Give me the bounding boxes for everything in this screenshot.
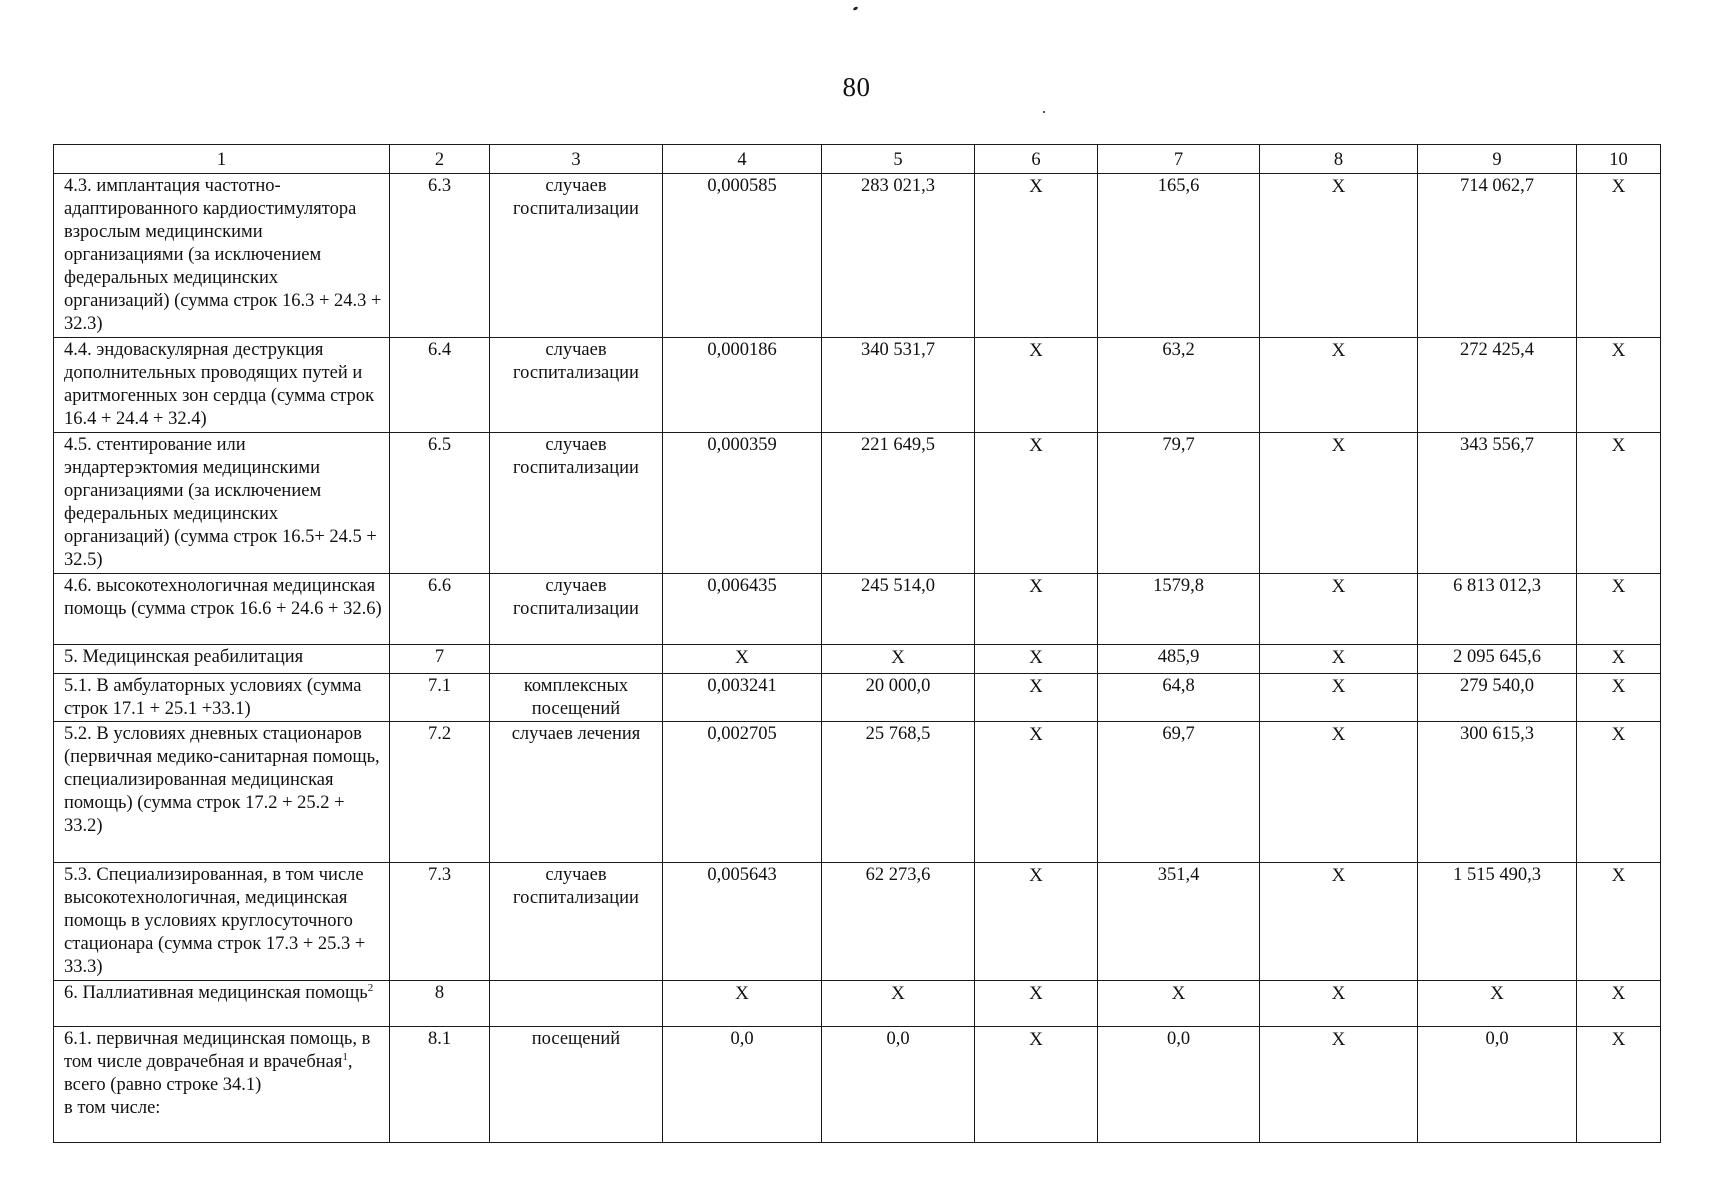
cell-col7: 69,7 — [1098, 722, 1260, 863]
column-number: 9 — [1418, 145, 1577, 174]
table-row — [54, 981, 1661, 1027]
row-unit: случаев госпитализации — [490, 174, 663, 338]
cell-col5: 25 768,5 — [822, 722, 975, 863]
cell-col9: 1 515 490,3 — [1418, 863, 1577, 981]
cell-col6: X — [975, 1027, 1098, 1143]
cell-col8: X — [1260, 1027, 1418, 1143]
column-number: 1 — [54, 145, 390, 174]
cell-col9: 343 556,7 — [1418, 433, 1577, 574]
cell-col9: 279 540,0 — [1418, 674, 1577, 722]
cell-col6: X — [975, 433, 1098, 574]
row-label: 4.3. имплантация частотно-адаптированного кардиостимулятора взрослым медицинскими организациями (за исключением федеральных медицинских организаций) (сумма строк 16.3 + 24.3 + 32.3) — [54, 174, 390, 338]
column-number: 5 — [822, 145, 975, 174]
cell-col10: X — [1577, 645, 1661, 674]
cell-col9: X — [1418, 981, 1577, 1027]
table-row — [54, 645, 1661, 674]
cell-col5: 0,0 — [822, 1027, 975, 1143]
cell-col5: X — [822, 645, 975, 674]
row-label: 4.6. высокотехнологичная медицинская помощь (сумма строк 16.6 + 24.6 + 32.6) — [54, 574, 390, 645]
cell-col4: 0,000186 — [663, 338, 822, 433]
cell-col5: 20 000,0 — [822, 674, 975, 722]
cell-col7: 79,7 — [1098, 433, 1260, 574]
column-number: 4 — [663, 145, 822, 174]
cell-col7: X — [1098, 981, 1260, 1027]
cell-col9: 6 813 012,3 — [1418, 574, 1577, 645]
cell-col6: X — [975, 174, 1098, 338]
row-label-text: 6. Паллиативная медицинская помощь — [64, 983, 368, 1003]
row-line-number: 8.1 — [390, 1027, 490, 1143]
row-label-text: 6.1. первичная медицинская помощь, в том числе доврачебная и врачебная — [64, 1029, 371, 1072]
cell-col4: 0,003241 — [663, 674, 822, 722]
row-unit: посещений — [490, 1027, 663, 1143]
cell-col6: X — [975, 863, 1098, 981]
cell-col7: 63,2 — [1098, 338, 1260, 433]
cell-col6: X — [975, 574, 1098, 645]
row-label-text: , всего (равно строке 34.1) — [64, 1052, 353, 1095]
column-number-row — [54, 145, 1661, 174]
cell-col6: X — [975, 674, 1098, 722]
row-unit — [490, 645, 663, 674]
column-number: 3 — [490, 145, 663, 174]
cell-col10: X — [1577, 722, 1661, 863]
column-number: 7 — [1098, 145, 1260, 174]
row-unit: случаев госпитализации — [490, 433, 663, 574]
row-line-number: 8 — [390, 981, 490, 1027]
cell-col7: 165,6 — [1098, 174, 1260, 338]
cell-col4: 0,000359 — [663, 433, 822, 574]
column-number: 6 — [975, 145, 1098, 174]
scan-speck — [853, 6, 859, 11]
row-line-number: 6.5 — [390, 433, 490, 574]
cell-col10: X — [1577, 863, 1661, 981]
cell-col5: 283 021,3 — [822, 174, 975, 338]
cell-col9: 714 062,7 — [1418, 174, 1577, 338]
cell-col6: X — [975, 981, 1098, 1027]
footnote-mark: 2 — [367, 981, 374, 994]
cell-col4: 0,000585 — [663, 174, 822, 338]
cell-col10: X — [1577, 1027, 1661, 1143]
row-line-number: 6.4 — [390, 338, 490, 433]
table-row — [54, 174, 1661, 338]
footnote-mark: 1 — [342, 1050, 348, 1063]
row-label-subnote: в том числе: — [64, 1098, 161, 1118]
table-row — [54, 1027, 1661, 1143]
cell-col10: X — [1577, 433, 1661, 574]
cell-col5: 245 514,0 — [822, 574, 975, 645]
row-label — [54, 1027, 390, 1143]
cell-col7: 0,0 — [1098, 1027, 1260, 1143]
cell-col4: 0,002705 — [663, 722, 822, 863]
cell-col6: X — [975, 338, 1098, 433]
cell-col7: 485,9 — [1098, 645, 1260, 674]
data-table — [53, 144, 1661, 1143]
cell-col8: X — [1260, 574, 1418, 645]
cell-col4: 0,006435 — [663, 574, 822, 645]
cell-col4: 0,005643 — [663, 863, 822, 981]
row-line-number: 7.3 — [390, 863, 490, 981]
row-line-number: 6.6 — [390, 574, 490, 645]
cell-col8: X — [1260, 722, 1418, 863]
row-label: 5.2. В условиях дневных стационаров (первичная медико-санитарная помощь, специализированная медицинская помощь) (сумма строк 17.2 + 25.2 + 33.2) — [54, 722, 390, 863]
cell-col10: X — [1577, 981, 1661, 1027]
cell-col9: 0,0 — [1418, 1027, 1577, 1143]
cell-col6: X — [975, 722, 1098, 863]
row-line-number: 7 — [390, 645, 490, 674]
row-line-number: 6.3 — [390, 174, 490, 338]
page-number: 80 — [842, 72, 871, 102]
column-number: 10 — [1577, 145, 1661, 174]
cell-col9: 300 615,3 — [1418, 722, 1577, 863]
row-label — [54, 981, 390, 1027]
cell-col7: 1579,8 — [1098, 574, 1260, 645]
cell-col7: 64,8 — [1098, 674, 1260, 722]
cell-col5: X — [822, 981, 975, 1027]
row-unit — [490, 981, 663, 1027]
cell-col5: 340 531,7 — [822, 338, 975, 433]
cell-col8: X — [1260, 981, 1418, 1027]
table-row — [54, 338, 1661, 433]
row-line-number: 7.2 — [390, 722, 490, 863]
cell-col10: X — [1577, 338, 1661, 433]
cell-col5: 221 649,5 — [822, 433, 975, 574]
cell-col6: X — [975, 645, 1098, 674]
cell-col7: 351,4 — [1098, 863, 1260, 981]
row-unit: случаев госпитализации — [490, 574, 663, 645]
row-label: 5.3. Специализированная, в том числе высокотехнологичная, медицинская помощь в условиях круглосуточного стационара (сумма строк 17.3 + 25.3 + 33.3) — [54, 863, 390, 981]
row-label: 4.5. стентирование или эндартерэктомия медицинскими организациями (за исключением федеральных медицинских организаций) (сумма строк 16.5+ 24.5 + 32.5) — [54, 433, 390, 574]
cell-col5: 62 273,6 — [822, 863, 975, 981]
table-row — [54, 722, 1661, 863]
table-row — [54, 674, 1661, 722]
cell-col8: X — [1260, 174, 1418, 338]
cell-col9: 272 425,4 — [1418, 338, 1577, 433]
cell-col4: X — [663, 645, 822, 674]
column-number: 8 — [1260, 145, 1418, 174]
cell-col8: X — [1260, 674, 1418, 722]
row-unit: случаев госпитализации — [490, 863, 663, 981]
row-unit: случаев госпитализации — [490, 338, 663, 433]
table-row — [54, 574, 1661, 645]
cell-col10: X — [1577, 574, 1661, 645]
scan-speck — [1043, 111, 1045, 113]
cell-col4: X — [663, 981, 822, 1027]
cell-col8: X — [1260, 863, 1418, 981]
row-line-number: 7.1 — [390, 674, 490, 722]
table-row — [54, 863, 1661, 981]
cell-col10: X — [1577, 674, 1661, 722]
row-label: 5. Медицинская реабилитация — [54, 645, 390, 674]
cell-col8: X — [1260, 338, 1418, 433]
table-row — [54, 433, 1661, 574]
cell-col10: X — [1577, 174, 1661, 338]
row-label: 4.4. эндоваскулярная деструкция дополнительных проводящих путей и аритмогенных зон сердца (сумма строк 16.4 + 24.4 + 32.4) — [54, 338, 390, 433]
cell-col9: 2 095 645,6 — [1418, 645, 1577, 674]
cell-col4: 0,0 — [663, 1027, 822, 1143]
column-number: 2 — [390, 145, 490, 174]
cell-col8: X — [1260, 433, 1418, 574]
cell-col8: X — [1260, 645, 1418, 674]
row-unit: случаев лечения — [490, 722, 663, 863]
row-label: 5.1. В амбулаторных условиях (сумма строк 17.1 + 25.1 +33.1) — [54, 674, 390, 722]
row-unit: комплексных посещений — [490, 674, 663, 722]
